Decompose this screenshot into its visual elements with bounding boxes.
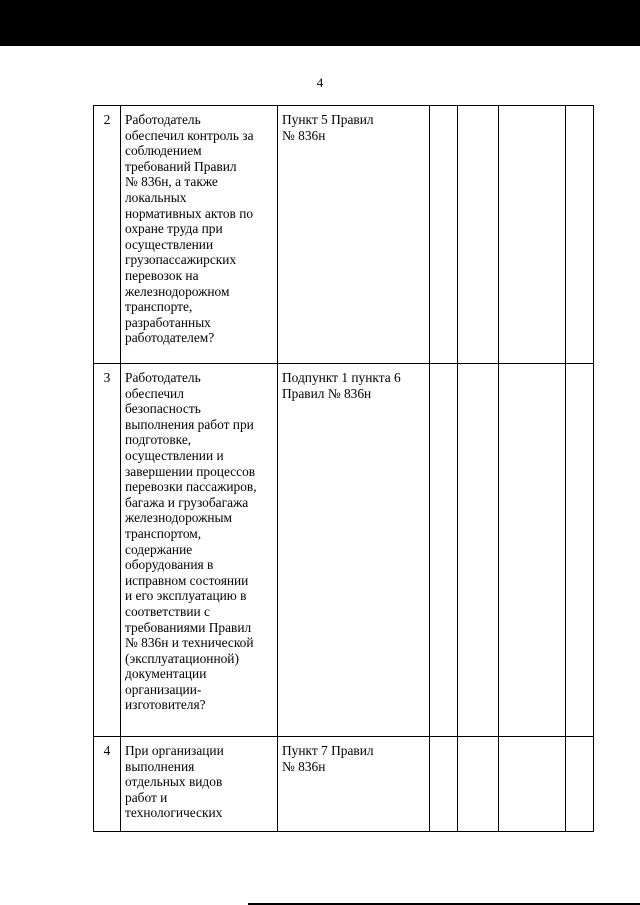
table-row — [94, 737, 594, 832]
checklist-table — [93, 105, 594, 832]
question-text: При организации выполнения отдельных видов работ и технологических — [125, 743, 224, 821]
table-row — [94, 106, 594, 364]
answer-yes-cell[interactable] — [430, 106, 458, 364]
page-number: 4 — [316, 75, 324, 90]
legal-basis-text: Пункт 5 Правил № 836н — [282, 112, 374, 143]
answer-yes-cell[interactable] — [430, 737, 458, 832]
question-cell — [121, 737, 278, 832]
question-cell — [121, 364, 278, 737]
answer-na-cell[interactable] — [499, 737, 566, 832]
row-number: 4 — [94, 737, 121, 832]
legal-basis-text: Пункт 7 Правил № 836н — [282, 743, 374, 774]
remark-cell[interactable] — [566, 106, 594, 364]
table-row — [94, 364, 594, 737]
legal-basis-cell — [278, 106, 430, 364]
remark-cell[interactable] — [566, 737, 594, 832]
question-text: Работодатель обеспечил безопасность выполнения работ при подготовке, осуществлении и завершении процессов перевозки пассажиров, багажа и грузобагажа железнодорожным транспортом, содержание оборудования в исправном состоянии и его эксплуатацию в соответствии с требованиями Правил № 836н и технической (эксплуатационной) документации организации- изготовителя? — [125, 370, 257, 713]
remark-cell[interactable] — [566, 364, 594, 737]
answer-na-cell[interactable] — [499, 364, 566, 737]
legal-basis-cell — [278, 737, 430, 832]
legal-basis-text: Подпункт 1 пункта 6 Правил № 836н — [282, 370, 401, 401]
row-number: 2 — [94, 106, 121, 364]
answer-no-cell[interactable] — [458, 737, 499, 832]
scan-top-border — [0, 0, 640, 46]
answer-na-cell[interactable] — [499, 106, 566, 364]
answer-no-cell[interactable] — [458, 364, 499, 737]
question-text: Работодатель обеспечил контроль за соблюдением требований Правил № 836н, а также локальных нормативных актов по охране труда при осуществлении грузопассажирских перевозок на железнодорожном транспорте, разработанных работодателем? — [125, 112, 254, 346]
legal-basis-cell — [278, 364, 430, 737]
answer-no-cell[interactable] — [458, 106, 499, 364]
question-cell — [121, 106, 278, 364]
row-number: 3 — [94, 364, 121, 737]
answer-yes-cell[interactable] — [430, 364, 458, 737]
